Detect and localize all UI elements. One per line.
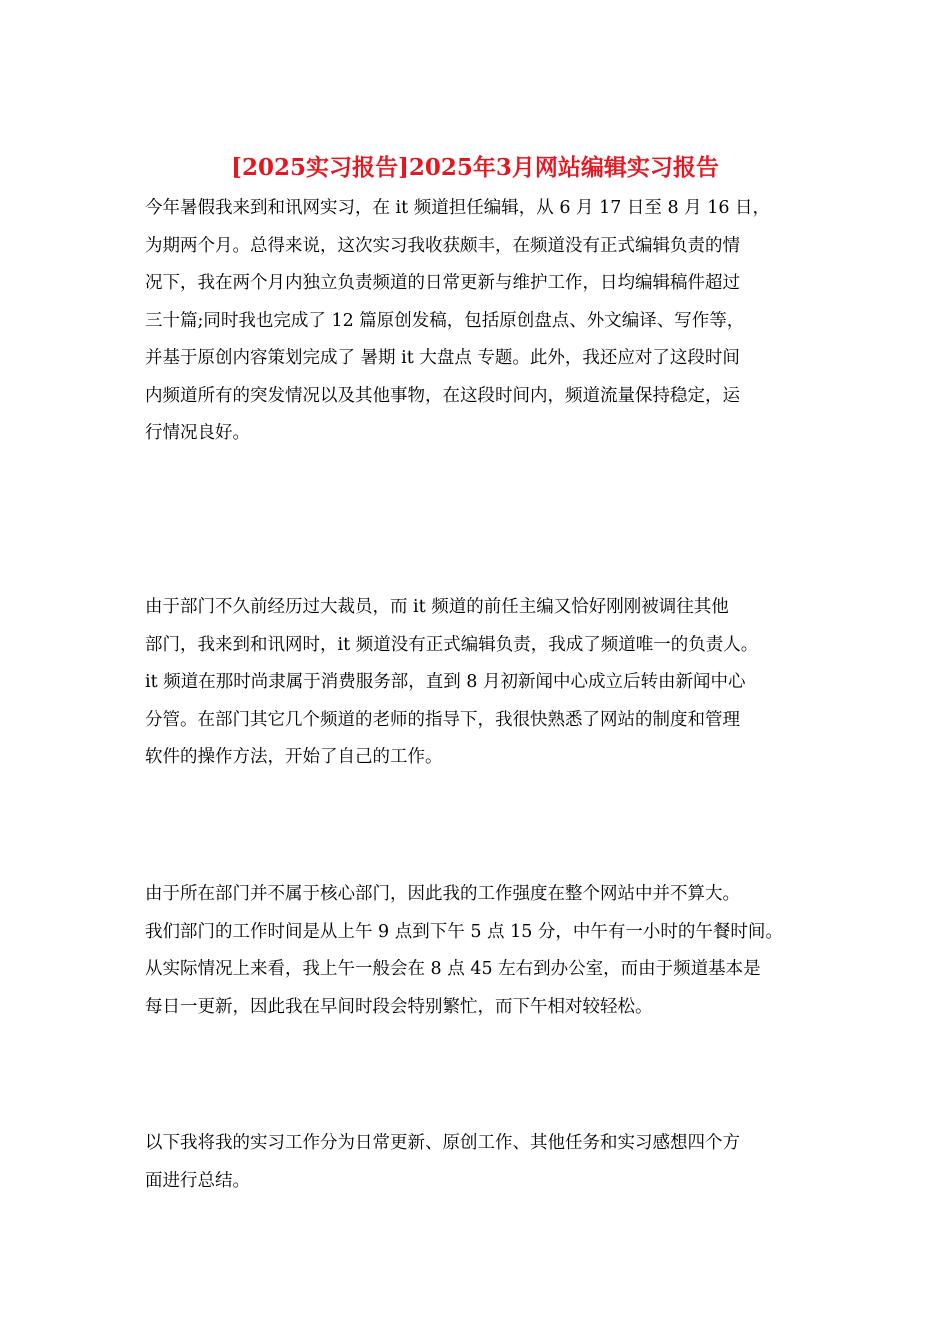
paragraph-line: 由于部门不久前经历过大裁员，而 it 频道的前任主编又恰好刚刚被调往其他 xyxy=(145,597,729,617)
paragraph-line: 行情况良好。 xyxy=(145,423,250,443)
paragraph-line: 今年暑假我来到和讯网实习，在 it 频道担任编辑，从 6 月 17 日至 8 月 16 日， xyxy=(145,198,771,218)
paragraph-line: 况下，我在两个月内独立负责频道的日常更新与维护工作，日均编辑稿件超过 xyxy=(145,273,740,293)
paragraph-line: 我们部门的工作时间是从上午 9 点到下午 5 点 15 分，中午有一小时的午餐时间。 xyxy=(145,921,783,942)
paragraph-line: 内频道所有的突发情况以及其他事物，在这段时间内，频道流量保持稳定，运 xyxy=(145,385,740,406)
paragraph-line: it 频道在那时尚隶属于消费服务部，直到 8 月初新闻中心成立后转由新闻中心 xyxy=(145,672,746,692)
paragraph-line: 分管。在部门其它几个频道的老师的指导下，我很快熟悉了网站的制度和管理 xyxy=(145,709,740,730)
paragraph-line: 为期两个月。总得来说，这次实习我收获颇丰，在频道没有正式编辑负责的情 xyxy=(145,235,740,256)
paragraph-line: 每日一更新，因此我在早间时段会特别繁忙，而下午相对较轻松。 xyxy=(145,996,653,1017)
paragraph-line: 从实际情况上来看，我上午一般会在 8 点 45 左右到办公室，而由于频道基本是 xyxy=(145,959,761,979)
document-title: [2025实习报告]2025年3月网站编辑实习报告 xyxy=(231,154,719,181)
paragraph-line: 三十篇;同时我也完成了 12 篇原创发稿，包括原创盘点、外文编译、写作等， xyxy=(145,310,745,331)
paragraph-line: 由于所在部门并不属于核心部门，因此我的工作强度在整个网站中并不算大。 xyxy=(145,884,740,904)
paragraph-work-hours xyxy=(145,876,825,1026)
paragraph-line: 软件的操作方法，开始了自己的工作。 xyxy=(145,747,443,767)
paragraph-line: 面进行总结。 xyxy=(145,1170,250,1191)
paragraph-line: 以下我将我的实习工作分为日常更新、原创工作、其他任务和实习感想四个方 xyxy=(145,1133,740,1153)
paragraph-summary-outline xyxy=(145,1125,825,1200)
paragraph-intro xyxy=(145,190,825,453)
paragraph-line: 并基于原创内容策划完成了 暑期 it 大盘点 专题。此外，我还应对了这段时间 xyxy=(145,348,740,368)
paragraph-line: 部门，我来到和讯网时，it 频道没有正式编辑负责，我成了频道唯一的负责人。 xyxy=(145,634,759,655)
paragraph-department xyxy=(145,589,825,777)
